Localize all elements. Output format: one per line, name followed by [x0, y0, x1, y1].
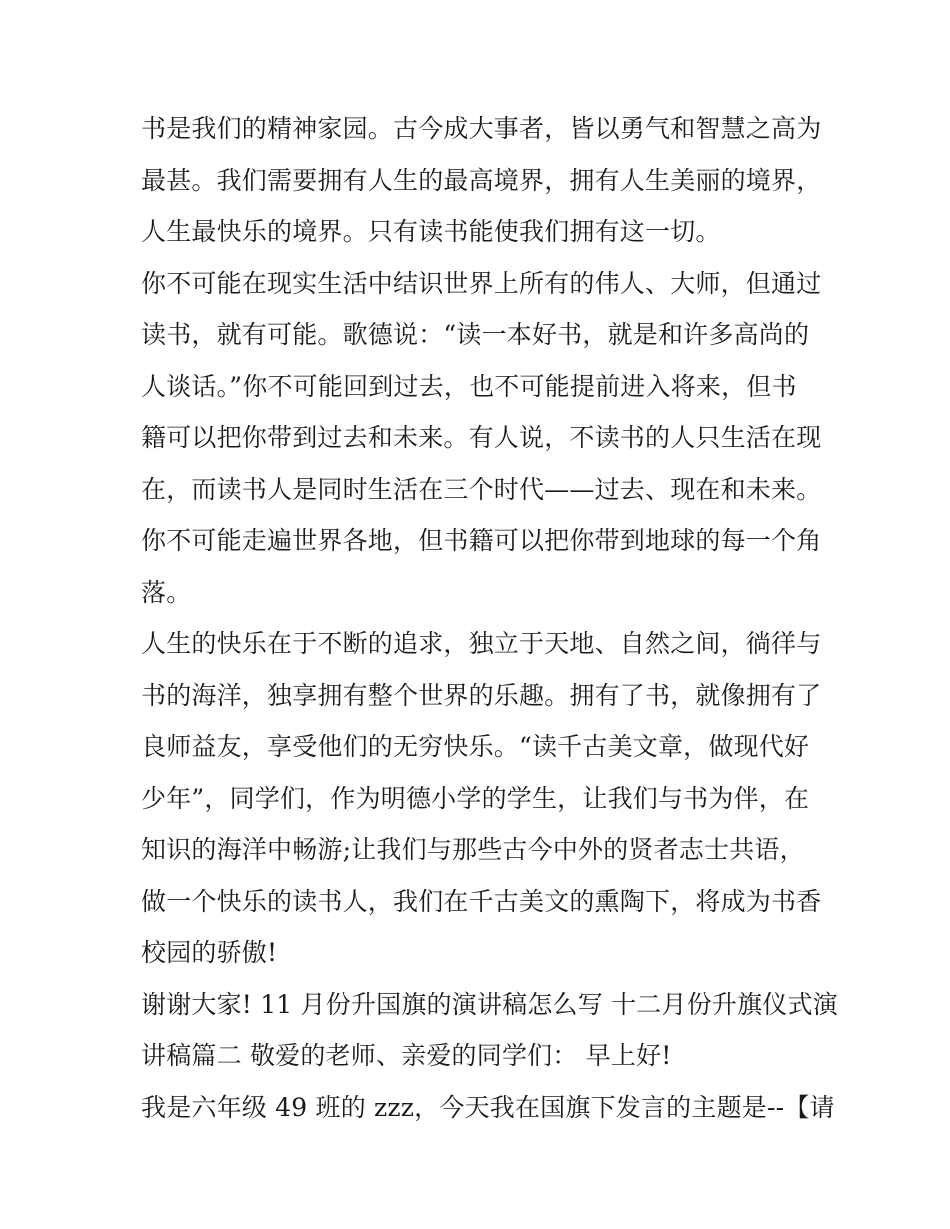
text-line: 你不可能在现实生活中结识世界上所有的伟人、大师，但通过 — [141, 268, 822, 298]
text-line: 知识的海洋中畅游;让我们与那些古今中外的贤者志士共语， — [141, 835, 805, 864]
paragraph — [141, 1082, 835, 1134]
text-line: 讲稿篇二 敬爱的老师、亲爱的同学们： 早上好! — [141, 1041, 672, 1070]
text-line: 落。 — [141, 577, 192, 607]
paragraph — [141, 979, 838, 1082]
text-line: 人生的快乐在于不断的追求，独立于天地、自然之间，徜徉与 — [141, 629, 822, 658]
text-line: 书是我们的精神家园。古今成大事者，皆以勇气和智慧之高为 — [141, 114, 822, 143]
paragraph — [141, 618, 821, 979]
paragraph — [141, 258, 821, 619]
text-line: 少年”，同学们，作为明德小学的学生，让我们与书为伴，在 — [141, 783, 810, 813]
text-line: 籍可以把你带到过去和未来。有人说，不读书的人只生活在现 — [141, 423, 822, 452]
text-line: 做一个快乐的读书人，我们在千古美文的熏陶下，将成为书香 — [141, 886, 822, 916]
text-line: 在，而读书人是同时生活在三个时代——过去、现在和未来。 — [141, 474, 822, 504]
text-line: 书的海洋，独享拥有整个世界的乐趣。拥有了书，就像拥有了 — [141, 680, 822, 710]
text-line: 人生最快乐的境界。只有读书能使我们拥有这一切。 — [141, 217, 721, 246]
text-line: 良师益友，享受他们的无穷快乐。“读千古美文章，做现代好 — [141, 732, 810, 761]
text-line: 读书，就有可能。歌德说：“读一本好书，就是和许多高尚的 — [141, 320, 810, 349]
text-line: 人谈话。”你不可能回到过去，也不可能提前进入将来，但书 — [141, 371, 797, 401]
document-body — [141, 103, 838, 1133]
text-line: 最甚。我们需要拥有人生的最高境界，拥有人生美丽的境界， — [141, 165, 822, 195]
paragraph — [141, 103, 821, 258]
text-line: 校园的骄傲! — [141, 938, 278, 967]
text-line: 我是六年级 49 班的 zzz，今天我在国旗下发言的主题是--【请 — [141, 1092, 835, 1122]
text-line: 谢谢大家! 11 月份升国旗的演讲稿怎么写 十二月份升旗仪式演 — [141, 989, 838, 1019]
text-line: 你不可能走遍世界各地，但书籍可以把你带到地球的每一个角 — [141, 526, 822, 555]
